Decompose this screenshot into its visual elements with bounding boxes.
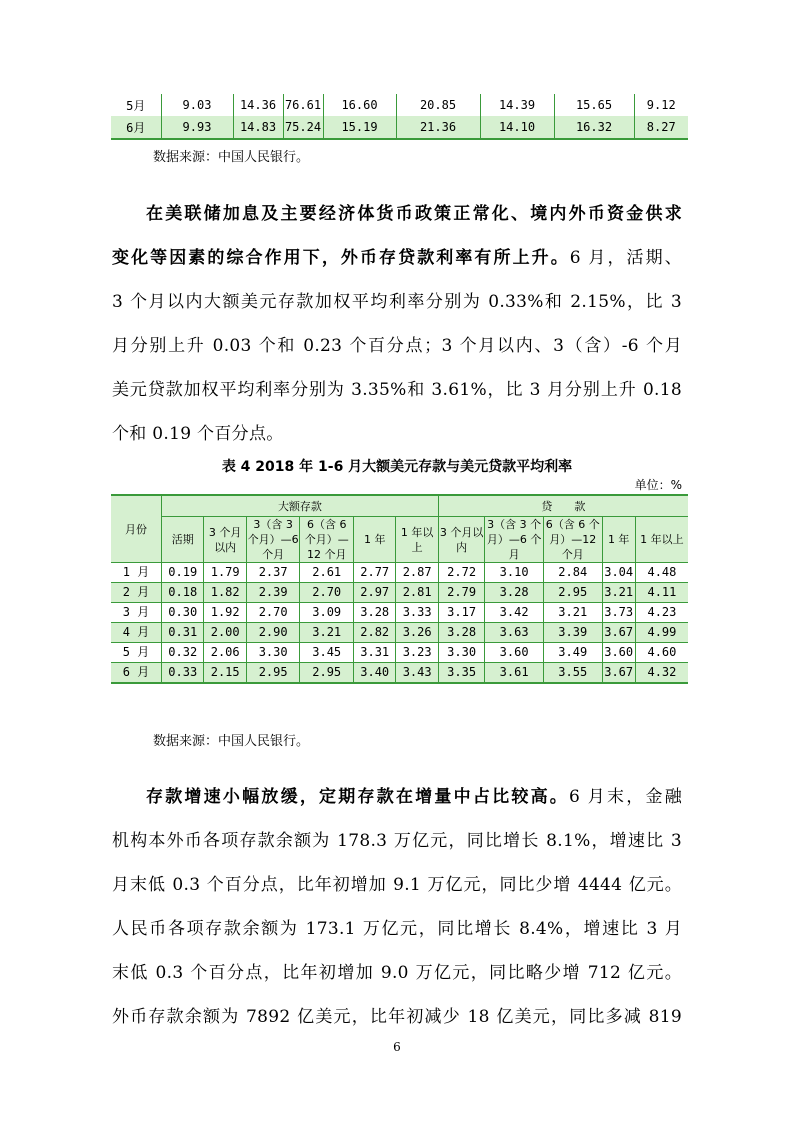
- table-cell: 20.85: [396, 94, 480, 116]
- table-row: [111, 643, 688, 663]
- table-cell: 16.60: [323, 94, 396, 116]
- table-cell: 3.60: [602, 643, 635, 663]
- header-loan-col: 1 年: [602, 517, 635, 563]
- table-cell: 9.93: [161, 116, 233, 139]
- table-cell: 3.21: [602, 583, 635, 603]
- table-row: [111, 663, 688, 684]
- table-cell: 15.65: [554, 94, 634, 116]
- table-cell: 4 月: [111, 623, 162, 643]
- table-cell: 2.95: [300, 663, 354, 684]
- table-cell: 6月: [111, 116, 161, 139]
- table-cell: 6 月: [111, 663, 162, 684]
- table-row: [111, 94, 688, 116]
- table-cell: 3.26: [396, 623, 438, 643]
- table-cell: 2.72: [438, 563, 484, 583]
- table-cell: 2.82: [353, 623, 395, 643]
- table4-usd-rates: [111, 494, 688, 684]
- header-deposit-col: 6（含 6 个月）—12 个月: [300, 517, 354, 563]
- data-source-note: 数据来源：中国人民银行。: [153, 150, 310, 165]
- table-cell: 4.32: [635, 663, 688, 684]
- table-cell: 2.39: [246, 583, 300, 603]
- table-cell: 3.45: [300, 643, 354, 663]
- table-cell: 3.33: [396, 603, 438, 623]
- table-cell: 3.39: [543, 623, 602, 643]
- header-deposit-col: 活期: [162, 517, 204, 563]
- header-loan-col: 3 个月以内: [438, 517, 484, 563]
- table-cell: 3.17: [438, 603, 484, 623]
- table-cell: 75.24: [283, 116, 323, 139]
- table4-caption: 表 4 2018 年 1-6 月大额美元存款与美元贷款平均利率: [221, 459, 573, 475]
- page-number: 6: [393, 1040, 401, 1054]
- table-cell: 1.79: [204, 563, 246, 583]
- table-cell: 5 月: [111, 643, 162, 663]
- table-cell: 2.87: [396, 563, 438, 583]
- header-loan-group: 贷 款: [438, 495, 688, 517]
- table-cell: 3.60: [485, 643, 544, 663]
- header-loan-col: 1 年以上: [635, 517, 688, 563]
- table-cell: 2.90: [246, 623, 300, 643]
- table-cell: 21.36: [396, 116, 480, 139]
- table-cell: 8.27: [634, 116, 688, 139]
- table-cell: 0.30: [162, 603, 204, 623]
- table-cell: 0.18: [162, 583, 204, 603]
- table-cell: 2.70: [246, 603, 300, 623]
- table-cell: 0.32: [162, 643, 204, 663]
- table-cell: 3 月: [111, 603, 162, 623]
- table-cell: 2.84: [543, 563, 602, 583]
- table-cell: 2.70: [300, 583, 354, 603]
- lead-sentence: 存款增速小幅放缓，定期存款在增量中占比较高。: [146, 787, 570, 807]
- header-deposit-col: 1 年以上: [396, 517, 438, 563]
- table-row: [111, 583, 688, 603]
- table-cell: 3.40: [353, 663, 395, 684]
- table-cell: 3.55: [543, 663, 602, 684]
- table-cell: 2 月: [111, 583, 162, 603]
- table-cell: 3.31: [353, 643, 395, 663]
- table-cell: 14.39: [480, 94, 554, 116]
- header-loan-col: 6（含 6 个月）—12 个月: [543, 517, 602, 563]
- table-cell: 0.31: [162, 623, 204, 643]
- paragraph-deposit-growth: 存款增速小幅放缓，定期存款在增量中占比较高。6 月末，金融 机构本外币各项存款余额为 178.3 万亿元，同比增长 8.1%，增速比 3 月末低 0.3 个百分点，比年初增加 9.1 万亿元，同比少增 4444 亿元。 人民币各项存款余额为 173.1 万亿元，同比增长 8.4%，增速比 3 月 末低 0.3 个百分点，比年初增加 9.0 万亿元，同比略少增 712 亿元。 外币存款余额为 7892 亿美元，比年初减少 18 亿美元，同比多减 819: [112, 787, 682, 1027]
- table4-unit: 单位：%: [634, 478, 682, 492]
- table-cell: 3.28: [438, 623, 484, 643]
- header-month: 月份: [111, 495, 162, 563]
- data-source-note: 数据来源：中国人民银行。: [153, 734, 310, 749]
- table-cell: 1.82: [204, 583, 246, 603]
- table-cell: 4.11: [635, 583, 688, 603]
- table-cell: 2.00: [204, 623, 246, 643]
- table-cell: 5月: [126, 98, 146, 113]
- table-cell: 1 月: [111, 563, 162, 583]
- table-cell: 14.36: [233, 94, 283, 116]
- table-cell: 3.28: [353, 603, 395, 623]
- table-cell: 4.99: [635, 623, 688, 643]
- header-deposit-col: 1 年: [353, 517, 395, 563]
- table-cell: 15.19: [323, 116, 396, 139]
- table-row: [111, 116, 688, 139]
- table-cell: 3.09: [300, 603, 354, 623]
- table-cell: 76.61: [283, 94, 323, 116]
- table-cell: 2.61: [300, 563, 354, 583]
- table-cell: 3.63: [485, 623, 544, 643]
- table-cell: 2.97: [353, 583, 395, 603]
- table-cell: 9.12: [634, 94, 688, 116]
- table-cell: 2.81: [396, 583, 438, 603]
- header-loan-col: 3（含 3 个月）—6 个月: [485, 517, 544, 563]
- table-cell: 2.37: [246, 563, 300, 583]
- table-cell: 3.61: [485, 663, 544, 684]
- table-cell: 3.67: [602, 663, 635, 684]
- lead-sentence: 变化等因素的综合作用下，外币存贷款利率有所上升。: [112, 248, 570, 268]
- table-cell: 3.43: [396, 663, 438, 684]
- header-deposit-col: 3 个月以内: [204, 517, 246, 563]
- lead-sentence: 在美联储加息及主要经济体货币政策正常化、境内外币资金供求: [146, 204, 682, 224]
- table-cell: 2.77: [353, 563, 395, 583]
- table-cell: 2.95: [543, 583, 602, 603]
- table-cell: 2.15: [204, 663, 246, 684]
- table-cell: 3.30: [438, 643, 484, 663]
- table-cell: 14.10: [480, 116, 554, 139]
- header-deposit-col: 3（含 3 个月）—6 个月: [247, 518, 299, 561]
- table-cell: 3.23: [396, 643, 438, 663]
- table-cell: 3.35: [438, 663, 484, 684]
- table-cell: 4.60: [635, 643, 688, 663]
- table-cell: 3.21: [543, 603, 602, 623]
- header-deposit-group: 大额存款: [162, 495, 439, 517]
- table-cell: 3.10: [485, 563, 544, 583]
- table-cell: 3.04: [602, 563, 635, 583]
- table-cell: 0.33: [162, 663, 204, 684]
- table-cell: 4.23: [635, 603, 688, 623]
- table-cell: 14.83: [233, 116, 283, 139]
- table-cell: 4.48: [635, 563, 688, 583]
- table-cell: 2.95: [246, 663, 300, 684]
- table-cell: 3.21: [300, 623, 354, 643]
- table-cell: 3.28: [485, 583, 544, 603]
- table-row: [111, 563, 688, 583]
- table-cell: 1.92: [204, 603, 246, 623]
- table-row: [111, 603, 688, 623]
- table1-continuation: [111, 94, 688, 140]
- table-cell: 3.42: [485, 603, 544, 623]
- table-cell: 0.19: [162, 563, 204, 583]
- table-cell: 9.03: [161, 94, 233, 116]
- table-cell: 3.73: [602, 603, 635, 623]
- paragraph-fx-rates: 在美联储加息及主要经济体货币政策正常化、境内外币资金供求 变化等因素的综合作用下，外币存贷款利率有所上升。6 月，活期、 3 个月以内大额美元存款加权平均利率分别为 0.33%和 2.15%，比 3 月分别上升 0.03 个和 0.23 个百分点；3 个月以内、3（含）-6 个月 美元贷款加权平均利率分别为 3.35%和 3.61%，比 3 月分别上升 0.18 个和 0.19 个百分点。: [112, 204, 682, 444]
- table-cell: 2.79: [438, 583, 484, 603]
- table-row: [111, 623, 688, 643]
- table-cell: 2.06: [204, 643, 246, 663]
- table-cell: 16.32: [554, 116, 634, 139]
- table-cell: 3.30: [246, 643, 300, 663]
- table-cell: 3.49: [543, 643, 602, 663]
- table-cell: 3.67: [602, 623, 635, 643]
